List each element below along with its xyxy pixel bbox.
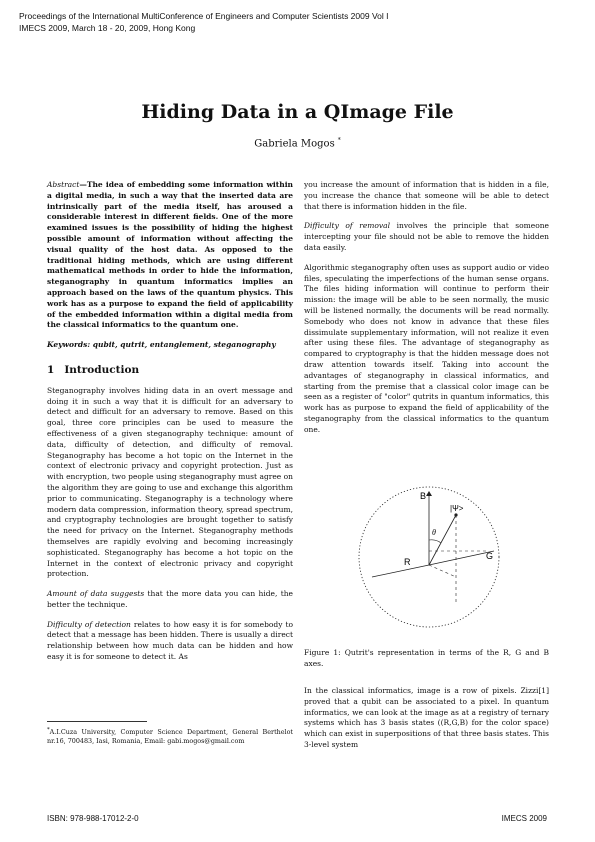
- isbn-footer: ISBN: 978-988-17012-2-0: [47, 814, 139, 823]
- author-name: Gabriela Mogos: [254, 138, 335, 150]
- label-g: G: [486, 551, 494, 561]
- difficulty-removal-text: involves the principle that someone intercepting your file should not be able to remove the hidden data easily.: [304, 221, 549, 252]
- header-line-2: IMECS 2009, March 18 - 20, 2009, Hong Kong: [19, 23, 196, 33]
- proceedings-header: [19, 10, 389, 34]
- projection-line: [429, 565, 456, 577]
- keywords-text: qubit, qutrit, entanglement, steganography: [92, 340, 276, 350]
- label-r: R: [404, 557, 411, 567]
- footnote-mark: *: [47, 727, 50, 733]
- footnote-rule: [47, 721, 147, 722]
- difficulty-detection-term: Difficulty of detection: [47, 619, 131, 629]
- amount-of-data-term: Amount of data suggests: [47, 589, 145, 599]
- abstract: [47, 180, 293, 331]
- left-column: [47, 180, 293, 672]
- g-axis: [429, 551, 494, 565]
- author-line: [0, 137, 595, 149]
- qutrit-figure: [354, 485, 504, 630]
- footnote-text: A.I.Cuza University, Computer Science Department, General Berthelot nr.16, 700483, Iasi, Romania, Email: gabi.mogos@gmail.com: [47, 728, 293, 745]
- theta-arc: [429, 540, 441, 543]
- right-paragraph-1: you increase the amount of information that is hidden in a file, you increase the chance that someone will be able to detect that there is information hidden in the file.: [304, 180, 549, 211]
- label-b: B: [420, 491, 427, 501]
- abstract-label: Abstract: [47, 180, 80, 189]
- section-number: 1: [47, 363, 55, 376]
- psi-point: [454, 513, 457, 516]
- difficulty-removal-term: Difficulty of removal: [304, 221, 391, 231]
- label-psi: |Ψ>: [450, 504, 464, 513]
- right-paragraph-2: [304, 221, 549, 253]
- footnote: [47, 726, 293, 745]
- keywords: [47, 340, 293, 351]
- paper-title: Hiding Data in a QImage File: [141, 101, 454, 123]
- r-axis: [372, 565, 429, 577]
- author-footnote-mark: *: [337, 137, 341, 144]
- intro-paragraph-2: [47, 589, 293, 611]
- intro-paragraph-1: Steganography involves hiding data in an overt message and doing it in such a way that it is difficult for an adversary to detect and difficult for an adversary to remove. Based on this goal, three core principles can be used to measure the effectiveness of a given steganography technique: amount of data, difficulty of detection, and difficulty of removal. Steganography has become a hot topic on the Internet in the context of electronic privacy and copyright protection. Just as with encryption, two people using steganography must agree on the algorithm they are going to use and exchange this algorithm prior to communicating. Steganography is a technology where modern data compression, information theory, spread spectrum, and cryptography technologies are brought together to satisfy the need for privacy on the Internet. Steganography methods themselves are rapidly evolving and becoming increasingly sophisticated. Steganography has become a hot topic on the Internet in the context of electronic privacy and copyright protection.: [47, 385, 293, 579]
- right-paragraph-3: Algorithmic steganography often uses as support audio or video files, speculating the imperfections of the human sense organs. The files hiding information will continue to perform their mission: the image will be able to be seen normally, the music will be listened normally, the documents will be read normally. Somebody who does not know in advance that these files dissimulate supplementary information, will not realize it even after using these files. The advantage of steganography as compared to cryptography is that the hidden message does not draw attention towards itself. Taking into account the advantages of steganography in classical informatics, and starting from the premise that a classical color image can be seen as a register of "color" qutrits in quantum informatics, this work has as purpose to expand the field of applicability of the steganography from the classical informatics to the quantum one.: [304, 262, 549, 434]
- conference-footer: IMECS 2009: [501, 814, 547, 823]
- difficulty-detection-text: relates to how easy it is for somebody to detect that a message has been hidden. There is usually a direct relationship between how much data can be hidden and how easy it is for someone to detect it. As: [47, 619, 293, 662]
- b-arrow: [426, 491, 432, 496]
- amount-of-data-text: that the more data you can hide, the better the technique.: [47, 589, 293, 609]
- abstract-text: —The idea of embedding some information within a digital media, in such a way that the inserted data are intrinsically part of the media itself, has aroused a considerable interest in different fields. One of the more examined issues is the possibility of hiding the highest possible amount of information without affecting the visual quality of the host data. As opposed to the traditional hiding methods, which are using different mathematical methods in order to hide the information, steganography in quantum informatics implies an approach based on the laws of the quantum physics. This work has as a purpose to expand the field of applicability of the embedded information within a digital media from the classical informatics to the quantum one.: [47, 180, 293, 330]
- right-paragraph-4: In the classical informatics, image is a row of pixels. Zizzi[1] proved that a qubit can be associated to a pixel. In quantum informatics, we can look at the image as at a registry of ternary systems which has 3 basis states ((R,G,B) for the color space) which can exist in superpositions of that three basis states. This 3-level system: [304, 686, 549, 749]
- header-line-1: Proceedings of the International MultiConference of Engineers and Computer Scientists 2009 Vol I: [19, 11, 389, 21]
- right-column: [304, 180, 549, 445]
- section-heading: [47, 365, 293, 376]
- keywords-label: Keywords:: [47, 340, 91, 350]
- section-title: Introduction: [64, 363, 140, 376]
- intro-paragraph-3: [47, 620, 293, 663]
- label-theta: θ: [432, 528, 436, 537]
- figure-caption: Figure 1: Qutrit's representation in terms of the R, G and B axes.: [304, 648, 549, 668]
